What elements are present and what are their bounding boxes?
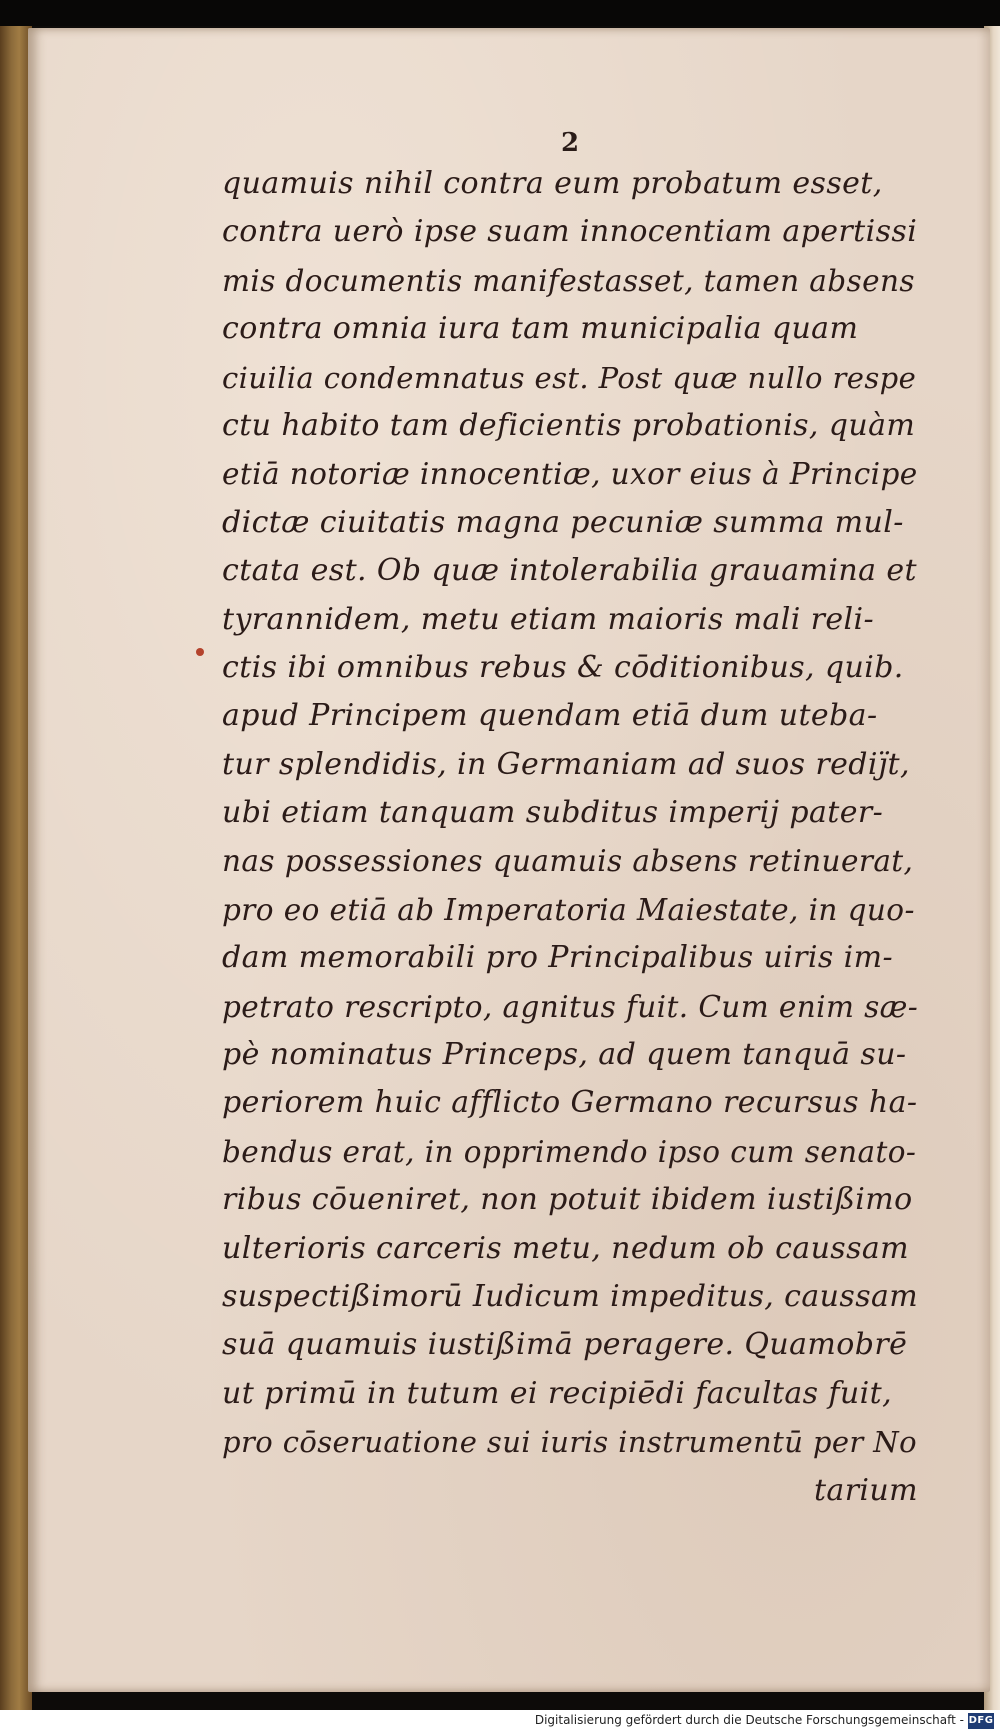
margin-mark	[196, 648, 204, 656]
scan-top-border	[0, 0, 1000, 26]
text-line: ubi etiam tanquam subditus imperij pater-	[222, 795, 884, 831]
text-line: ctata est. Ob quæ intolerabilia grauamina et	[222, 553, 917, 589]
text-line: ut primū in tutum ei recipiēdi facultas fuit,	[222, 1375, 893, 1411]
text-line: quamuis nihil contra eum probatum esset,	[222, 166, 883, 201]
text-line: bendus erat, in opprimendo ipso cum senato-	[222, 1134, 917, 1169]
catchword: tarium	[813, 1472, 918, 1508]
dfg-logo: DFG	[968, 1713, 994, 1729]
text-line: contra omnia iura tam municipalia quam	[222, 311, 859, 347]
text-line: ciuilia condemnatus est. Post quæ nullo respe	[222, 360, 917, 395]
text-line: ctis ibi omnibus rebus & cōditionibus, quib.	[222, 649, 904, 685]
text-line: pro cōseruatione sui iuris instrumentū per No	[222, 1425, 917, 1460]
text-line: contra uerò ipse suam innocentiam apertissi	[222, 214, 918, 250]
text-line: nas possessiones quamuis absens retinuerat,	[222, 844, 914, 879]
text-line: ribus cōueniret, non potuit ibidem iustißimo	[222, 1182, 913, 1218]
text-line: tyrannidem, metu etiam maioris mali reli-	[222, 601, 875, 637]
text-line: pè nominatus Princeps, ad quem tanquā su-	[222, 1037, 907, 1073]
text-line: suspectißimorū Iudicum impeditus, caussam	[222, 1278, 919, 1314]
text-line: ulterioris carceris metu, nedum ob caussam	[222, 1230, 910, 1266]
text-line: dam memorabili pro Principalibus uiris im-	[222, 940, 894, 976]
digitization-credit: Digitalisierung gefördert durch die Deutsche Forschungsgemeinschaft -	[534, 1713, 964, 1727]
text-line: petrato rescripto, agnitus fuit. Cum enim sæ-	[222, 989, 919, 1024]
text-line: periorem huic afflicto Germano recursus ha-	[222, 1085, 918, 1121]
text-line: etiā notoriæ innocentiæ, uxor eius à Principe	[222, 457, 918, 492]
text-line: apud Principem quendam etiā dum uteba-	[222, 698, 878, 734]
text-line: ctu habito tam deficientis probationis, quàm	[222, 407, 916, 443]
text-line: dictæ ciuitatis magna pecuniæ summa mul-	[222, 504, 904, 540]
text-line: pro eo etiā ab Imperatoria Maiestate, in quo-	[222, 892, 915, 927]
text-line: suā quamuis iustißimā peragere. Quamobrē	[222, 1327, 908, 1363]
text-line: tur splendidis, in Germaniam ad suos rediȷ̈t,	[222, 746, 910, 782]
text-block	[222, 160, 922, 1515]
text-line: mis documentis manifestasset, tamen absens	[222, 263, 915, 298]
page-number: 2	[560, 128, 580, 158]
